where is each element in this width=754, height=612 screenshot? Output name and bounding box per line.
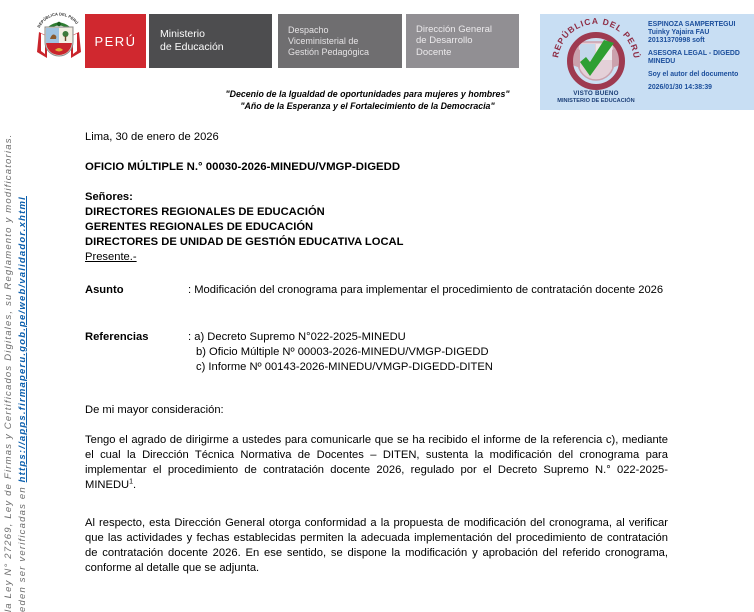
letter-date: Lima, 30 de enero de 2026 <box>85 131 219 143</box>
direction-line3: Docente <box>416 46 452 58</box>
referencias-label: Referencias <box>85 331 149 343</box>
motto-line1: "Decenio de la Igualdad de oportunidades para mujeres y hombres" <box>225 89 510 99</box>
vice-line3: Gestión Pedagógica <box>288 46 370 57</box>
signer-role-line1: ASESORA LEGAL - DIGEDD <box>648 50 740 57</box>
seal-caption-visto-bueno: VISTO BUENO <box>573 90 619 97</box>
signer-name-group <box>648 21 750 45</box>
visto-bueno-seal-icon <box>546 16 646 94</box>
peru-label-box <box>85 14 146 68</box>
asunto-label: Asunto <box>85 284 124 296</box>
svg-text:REPÚBLICA DEL PERÚ: REPÚBLICA DEL PERÚ <box>550 16 642 60</box>
signature-datetime: 2026/01/30 14:38:39 <box>648 84 712 91</box>
signer-name-line1: ESPINOZA SAMPERTEGUI <box>648 21 736 28</box>
vice-line1: Despacho <box>288 24 329 35</box>
asunto-row <box>85 283 668 298</box>
direction-line1: Dirección General <box>416 23 493 35</box>
addressees-label: Señores: <box>85 191 133 203</box>
referencias-list <box>188 330 668 375</box>
signer-name-line2: Tuinky Yajaira FAU <box>648 29 710 36</box>
ministry-line2: de Educación <box>160 41 224 53</box>
paragraph-2: Al respecto, esta Dirección General otorga conformidad a la propuesta de modificación del cronograma, al verificar que las actividades y fechas establecidas permiten la adecuada implementación del procedimiento de contratación de contratación docente 2026. En ese sentido, se dispone la modificación y aprobación del referido cronograma, conforme al detalle que se adjunta. <box>85 517 668 574</box>
signer-name-line3: 20131370998 soft <box>648 37 705 44</box>
signer-role-group <box>648 50 750 66</box>
motto-line2: "Año de la Esperanza y el Fortalecimiento de la Democracia" <box>240 100 495 111</box>
direction-line2: de Desarrollo <box>416 35 473 47</box>
signature-statement: Soy el autor del documento <box>648 71 739 78</box>
oficio-number: OFICIO MÚLTIPLE N.° 00030-2026-MINEDU/VMGP-DIGEDD <box>85 161 401 173</box>
addressees-block <box>85 190 668 265</box>
paragraph-1-period: . <box>133 479 137 491</box>
presente-line: Presente.- <box>85 251 137 263</box>
referencias-row <box>85 330 668 375</box>
direction-box <box>406 14 519 68</box>
official-mottos <box>85 89 650 112</box>
margin-legal-note <box>2 134 30 612</box>
addressee-item: DIRECTORES REGIONALES DE EDUCACIÓN <box>85 206 325 218</box>
vice-line2: Viceministerial de <box>288 35 359 46</box>
paragraph-1-text: Tengo el agrado de dirigirme a ustedes para comunicarle que se ha recibido el informe de la referencia c), mediante el cual la Dirección Técnica Normativa de Docentes – DITEN, sustenta la modificación del cronograma para implementar el procedimiento de contratación docente 2026, regulado por el Decreto Supremo N.° 022-2025-MINEDU <box>85 434 668 491</box>
salutation: De mi mayor consideración: <box>85 404 224 416</box>
peru-label: PERÚ <box>94 33 137 49</box>
referencia-item: c) Informe Nº 00143-2026-MINEDU/VMGP-DIGEDD-DITEN <box>196 361 493 373</box>
svg-text:REPÚBLICA DEL PERÚ: REPÚBLICA DEL PERÚ <box>36 11 80 29</box>
addressee-item: DIRECTORES DE UNIDAD DE GESTIÓN EDUCATIVA LOCAL <box>85 236 404 248</box>
paragraph-1 <box>85 433 668 493</box>
referencia-item: b) Oficio Múltiple Nº 00003-2026-MINEDU/VMGP-DIGEDD <box>196 346 489 358</box>
signature-details <box>648 21 750 97</box>
referencia-item: : a) Decreto Supremo N°022-2025-MINEDU <box>188 331 406 343</box>
validator-link[interactable]: https://apps.firmaperu.gob.pe/web/validador.xhtml <box>17 196 28 483</box>
signer-role-line2: MINEDU <box>648 58 676 65</box>
footnote-marker: 1 <box>129 478 134 486</box>
legal-note-line2 <box>16 134 30 612</box>
vice-ministry-box <box>278 14 402 68</box>
ministry-line1: Ministerio <box>160 28 205 40</box>
legal-note-line1: la Ley N° 27269, Ley de Firmas y Certificados Digitales, su Reglamento y modificatorias. <box>3 133 14 612</box>
seal-caption-ministerio: MINISTERIO DE EDUCACIÓN <box>557 98 635 104</box>
peru-coat-of-arms <box>33 6 85 76</box>
addressee-item: GERENTES REGIONALES DE EDUCACIÓN <box>85 221 314 233</box>
ministry-box <box>149 14 272 68</box>
asunto-text: : Modificación del cronograma para implementar el procedimiento de contratación docente 2026 <box>188 284 664 296</box>
legal-note-line2-text: eden ser verificadas en <box>17 482 28 612</box>
